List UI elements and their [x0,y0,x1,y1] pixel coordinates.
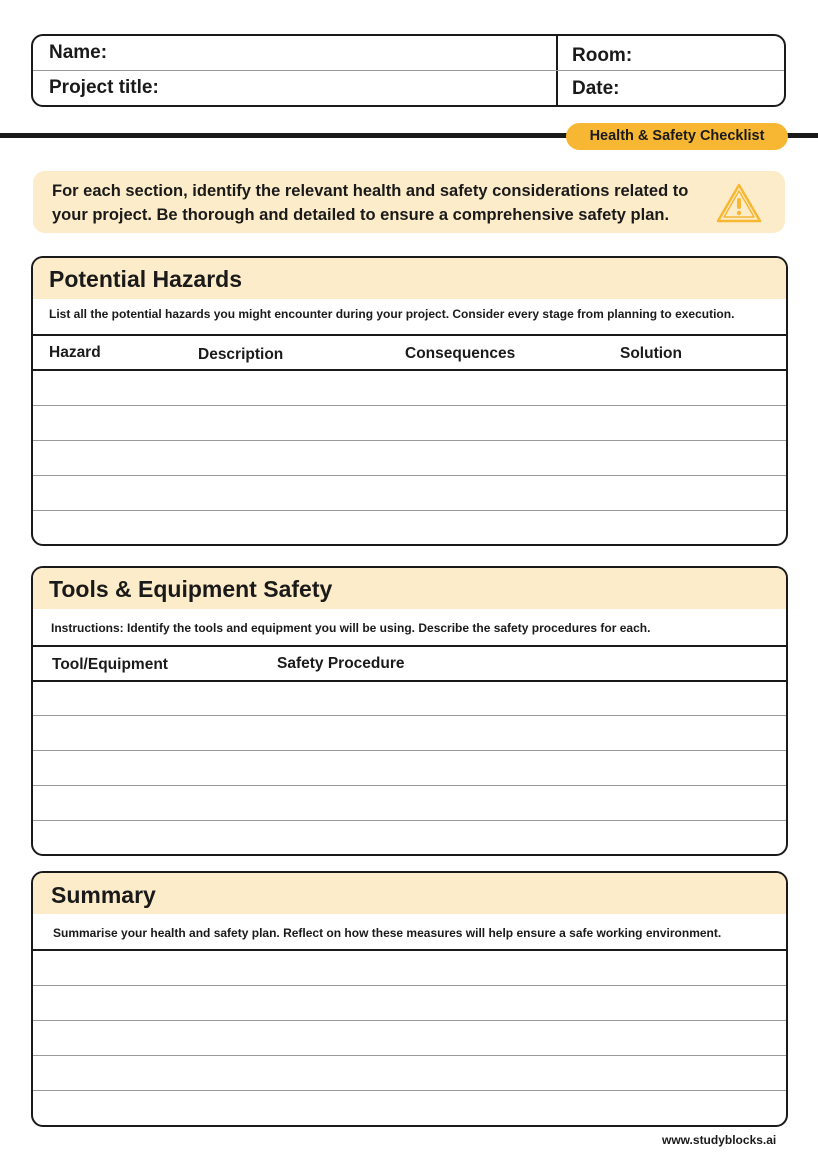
section-instructions: Summarise your health and safety plan. Reflect on how these measures will help ensure a safe working environment. [53,926,722,940]
column-header-description: Description [198,346,284,363]
column-header-consequences: Consequences [405,345,516,362]
column-header-hazard: Hazard [49,344,101,361]
summary-section [31,871,788,1127]
intro-box [33,171,785,233]
section-header [33,568,786,609]
table-row[interactable] [33,475,786,476]
row-divider [33,70,784,71]
table-row[interactable] [33,785,786,786]
section-header [33,873,786,914]
column-header-safety-procedure: Safety Procedure [277,655,405,672]
table-row[interactable] [33,440,786,441]
column-header-solution: Solution [620,345,682,362]
section-title: Potential Hazards [49,266,242,292]
writing-line[interactable] [33,1090,786,1091]
writing-line[interactable] [33,985,786,986]
section-instructions: Instructions: Identify the tools and equipment you will be using. Describe the safety procedures for each. [51,621,651,635]
table-row[interactable] [33,750,786,751]
section-instructions: List all the potential hazards you might encounter during your project. Consider every stage from planning to execution. [49,307,735,321]
room-label: Room: [572,45,633,66]
section-header [33,258,786,299]
project-title-label: Project title: [49,77,159,98]
table-row[interactable] [33,715,786,716]
student-info-box [31,34,786,107]
potential-hazards-section [31,256,788,546]
table-row[interactable] [33,510,786,511]
name-label: Name: [49,42,108,63]
date-label: Date: [572,78,620,99]
section-title: Tools & Equipment Safety [49,576,333,602]
writing-line[interactable] [33,1055,786,1056]
tools-equipment-section [31,566,788,856]
column-header-tool: Tool/Equipment [52,656,168,673]
footer-url: www.studyblocks.ai [662,1133,777,1147]
checklist-badge: Health & Safety Checklist [566,123,788,150]
writing-line[interactable] [33,1020,786,1021]
table-row[interactable] [33,405,786,406]
table-row[interactable] [33,820,786,821]
warning-icon [715,181,763,225]
section-title: Summary [51,882,156,908]
intro-text: For each section, identify the relevant health and safety considerations related to your project. Be thorough and detailed to ensure a comprehensive safety plan. [52,182,689,224]
